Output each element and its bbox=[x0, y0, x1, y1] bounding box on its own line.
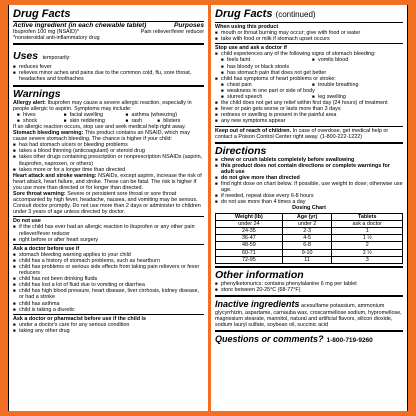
other-information-heading: Other information bbox=[215, 268, 304, 281]
uses-intro: temporarily: bbox=[42, 55, 71, 62]
table-row: 60-71 9-10 2 ½ bbox=[216, 249, 403, 256]
list-item: ■ child experiences any of the following signs of stomach bleeding: bbox=[215, 51, 403, 57]
other-information-list bbox=[215, 281, 403, 293]
list-item: ■ mouth or throat burning may occur; give with food or water bbox=[215, 30, 403, 36]
questions-heading: Questions or comments? bbox=[215, 334, 324, 345]
list-item: ■ taking any other drug bbox=[13, 328, 204, 334]
table-header-row bbox=[216, 213, 403, 220]
uses-list bbox=[13, 64, 204, 82]
dosing-chart-title: Dosing Chart bbox=[292, 205, 326, 212]
directions-list bbox=[215, 157, 403, 206]
table-row: under 24 under 2 ask a doctor bbox=[216, 220, 403, 227]
stop-use-list-c bbox=[215, 100, 403, 124]
table-row: 48-59 6-8 2 bbox=[216, 242, 403, 249]
uses-heading: Uses bbox=[13, 50, 39, 63]
active-ingredient-row: Ibuprofen 100 mg (NSAID)* Pain reliever/fever reducer bbox=[13, 29, 204, 36]
list-item: ■ child is taking a diuretic bbox=[13, 307, 204, 313]
list-item: ■ phenylketonurics: contains phenylalanine 6 mg per tablet bbox=[215, 281, 403, 287]
directions-heading: Directions bbox=[215, 144, 267, 157]
drug-facts-left-panel bbox=[8, 5, 208, 411]
list-item: ■ child has problems or serious side effects from taking pain relievers or fever reducers bbox=[13, 264, 204, 276]
dosing-chart bbox=[215, 213, 403, 264]
inactive-ingredients: Inactive ingredients acesulfame potassium, ammonium glycyrrhizin, aspartame, carnauba wax, croscarmellose sodium, hypromellose, magnesium stearate, mannitol, natural and artificial flavors, silicon dioxide, sodium lauryl sulfate, soybean oil, succinic acid bbox=[215, 299, 402, 329]
heart-signs: ■ chest pain ■ trouble breathing ■ weakness in one part or side of body ■ slurred speech ■ leg swelling bbox=[215, 82, 403, 100]
do-not-use-list bbox=[13, 224, 204, 242]
list-item: ■ takes more or for a longer time than directed bbox=[13, 167, 204, 173]
list-item: ■ this product does not contain directions or complete warnings for adult use bbox=[215, 163, 403, 175]
stomach-list bbox=[13, 142, 204, 172]
bleeding-signs: ■ feels faint ■ vomits blood ■ has bloody or black stools ■ has stomach pain that does not get better bbox=[215, 57, 403, 75]
list-item: ■ the child does not get any relief within first day (24 hours) of treatment bbox=[215, 100, 403, 106]
do-not-use-heading: Do not use bbox=[13, 218, 41, 225]
list-item: ■ any new symptoms appear bbox=[215, 118, 403, 124]
list-item: ■ relieves minor aches and pains due to the common cold, flu, sore throat, headaches and toothaches bbox=[13, 70, 204, 82]
list-item: ■ child has not been drinking fluids bbox=[13, 276, 204, 282]
table-row: 36-47 4-5 1 ½ bbox=[216, 235, 403, 242]
when-using-heading: When using this product bbox=[215, 24, 279, 30]
list-item: ■ child has asthma bbox=[13, 301, 204, 307]
list-item: ■ redness or swelling is present in the painful area bbox=[215, 112, 403, 118]
questions-line bbox=[215, 333, 403, 345]
heart-stroke-warning: Heart attack and stroke warning: NSAIDs, except aspirin, increase the risk of heart attack, heart failure, and stroke. These can be fatal. The risk is higher if you use more than directed or for longer than directed. bbox=[13, 172, 202, 191]
list-item: ■ right before or after heart surgery bbox=[13, 237, 204, 243]
ask-pharmacist-list bbox=[13, 322, 204, 334]
list-item: ■ takes a blood thinning (anticoagulant) or steroid drug bbox=[13, 148, 204, 154]
list-item: ■ do not use more than 4 times a day bbox=[215, 199, 403, 205]
sore-throat-warning: Sore throat warning: Severe or persistent sore throat or sore throat accompanied by high fever, headache, nausea, and vomiting may be serious. Consult doctor promptly. Do not use more than 2 days or administer to children under 3 years of age unless directed by doctor. bbox=[13, 190, 201, 216]
allergy-after: If an allergic reaction occurs, stop use and seek medical help right away. bbox=[13, 123, 186, 130]
list-item: ■ find right dose on chart below. If possible, use weight to dose; otherwise use age. bbox=[215, 181, 403, 193]
table-row: 24-35 2-3 1 bbox=[216, 227, 403, 234]
ask-doctor-heading: Ask a doctor before use if bbox=[13, 245, 80, 252]
keep-out-of-reach: Keep out of reach of children. In case of overdose, get medical help or contact a Poison Control Center right away. (1-800-222-1222) bbox=[215, 127, 389, 140]
ask-doctor-list bbox=[13, 252, 204, 313]
list-item: ■ chew or crush tablets completely before swallowing bbox=[215, 157, 403, 163]
table-header: Tablets bbox=[332, 213, 403, 220]
allergy-symptoms: ■ hives ■ facial swelling ■ asthma (wheezing) ■ shock ■ skin reddening ■ rash ■ blisters bbox=[13, 112, 204, 124]
list-item: ■ fever or pain gets worse or lasts more than 3 days bbox=[215, 106, 403, 112]
list-item: ■ if the child has ever had an allergic reaction to ibuprofen or any other pain reliever/fever reducer bbox=[13, 224, 204, 236]
list-item: ■ has had stomach ulcers or bleeding problems bbox=[13, 142, 204, 148]
list-item: ■ child has a history of stomach problems, such as heartburn bbox=[13, 258, 204, 264]
panel-title: Drug Facts bbox=[13, 8, 71, 20]
stop-use-heading: Stop use and ask a doctor if bbox=[215, 45, 287, 52]
table-header: Weight (lb) bbox=[216, 213, 283, 220]
stomach-bleeding-warning: Stomach bleeding warning: This product contains an NSAID, which may cause severe stomach bleeding. The chance is higher if your child: bbox=[13, 130, 190, 143]
table-row: 72-95 11 3 bbox=[216, 256, 403, 263]
list-item: ■ takes other drugs containing prescription or nonprescription NSAIDs (aspirin, ibuprofen, naproxen, or others) bbox=[13, 154, 204, 166]
drug-facts-right-panel bbox=[211, 5, 408, 411]
list-item: ■ reduces fever bbox=[13, 64, 204, 70]
questions-phone: 1-800-719-9260 bbox=[326, 337, 373, 345]
list-item: ■ child has high blood pressure, heart disease, liver cirrhosis, kidney disease, or had a stroke bbox=[13, 288, 204, 300]
panel-title: Drug Facts (continued) bbox=[215, 8, 316, 20]
list-item: ■ take with food or milk if stomach upset occurs bbox=[215, 36, 403, 42]
list-item: ■ child has lost a lot of fluid due to vomiting or diarrhea bbox=[13, 282, 204, 288]
when-using-list bbox=[215, 30, 403, 42]
allergy-alert: Allergy alert: Ibuprofen may cause a severe allergic reaction, especially in people allergic to aspirin. Symptoms may include: bbox=[13, 99, 192, 112]
list-item: ■ do not give more than directed bbox=[215, 175, 403, 181]
active-ingredient-header: Active ingredient (in each chewable tablet) Purposes bbox=[13, 22, 204, 29]
list-item: ■ child has symptoms of heart problems or stroke: bbox=[215, 76, 403, 82]
list-item: ■ stomach bleeding warning applies to your child bbox=[13, 252, 204, 258]
warnings-heading: Warnings bbox=[13, 87, 61, 100]
table-header: Age (yr) bbox=[282, 213, 332, 220]
list-item: ■ under a doctor's care for any serious condition bbox=[13, 322, 204, 328]
nsaid-note: *nonsteroidal anti-inflammatory drug bbox=[13, 35, 100, 42]
list-item: ■ store between 20-25°C (68-77°F) bbox=[215, 287, 403, 293]
list-item: ■ if needed, repeat dose every 6-8 hours bbox=[215, 193, 403, 199]
ask-pharmacist-heading: Ask a doctor or pharmacist before use if the child is bbox=[13, 315, 147, 322]
